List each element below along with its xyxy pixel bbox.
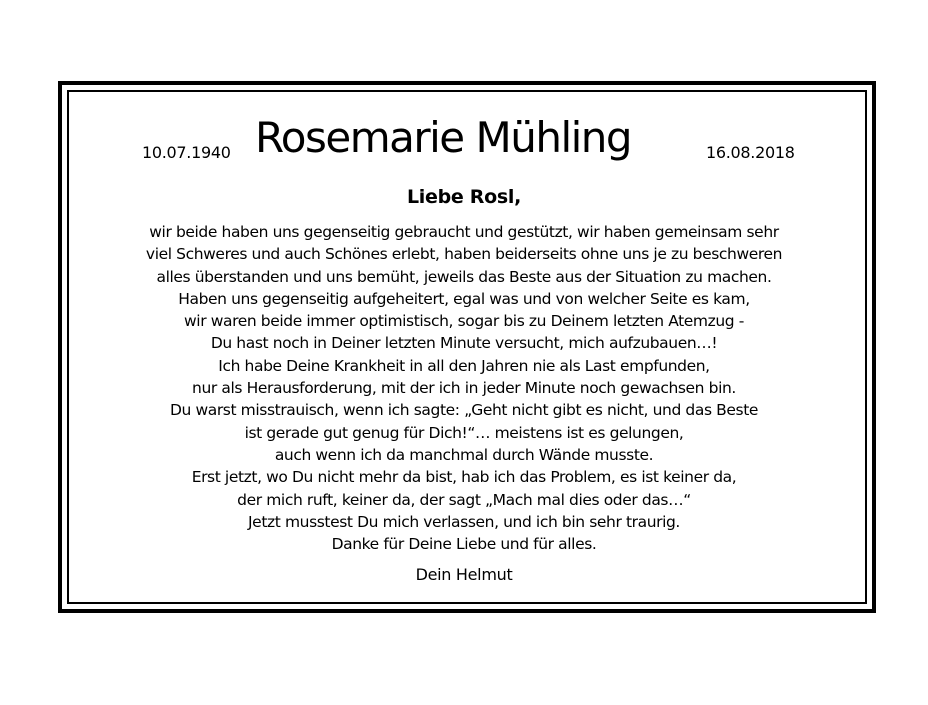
salutation: Liebe Rosl, <box>406 186 522 208</box>
text-line: viel Schweres und auch Schönes erlebt, haben beiderseits ohne uns je zu beschweren <box>145 245 783 264</box>
text-line: wir beide haben uns gegenseitig gebraucht und gestützt, wir haben gemeinsam sehr <box>149 223 779 241</box>
text-line: alles überstanden und uns bemüht, jeweils das Beste aus der Situation zu machen. <box>156 267 772 286</box>
text-line: Erst jetzt, wo Du nicht mehr da bist, hab ich das Problem, es ist keiner da, <box>191 468 737 487</box>
text-line: Du hast noch in Deiner letzten Minute versucht, mich aufzubauen…! <box>210 334 718 353</box>
text-line: Du warst misstrauisch, wenn ich sagte: „Geht nicht gibt es nicht, und das Beste <box>169 401 759 420</box>
text-line: nur als Herausforderung, mit der ich in jeder Minute noch gewachsen bin. <box>192 379 736 398</box>
text-line: ist gerade gut genug für Dich!“… meistens ist es gelungen, <box>244 423 684 442</box>
text-line: Danke für Deine Liebe und für alles. <box>331 535 597 554</box>
text-line: Ich habe Deine Krankheit in all den Jahren nie als Last empfunden, <box>218 356 710 375</box>
text-line: auch wenn ich da manchmal durch Wände musste. <box>274 445 654 464</box>
obituary-text <box>0 221 928 555</box>
death-date: 16.08.2018 <box>706 143 795 162</box>
signature: Dein Helmut <box>415 565 513 584</box>
text-line: Jetzt musstest Du mich verlassen, und ich bin sehr traurig. <box>248 512 680 531</box>
deceased-name: Rosemarie Mühling <box>255 113 632 162</box>
text-line: der mich ruft, keiner da, der sagt „Mach mal dies oder das…“ <box>237 490 691 509</box>
text-line: wir waren beide immer optimistisch, sogar bis zu Deinem letzten Atemzug - <box>184 312 744 331</box>
text-line: Haben uns gegenseitig aufgeheitert, egal was und von welcher Seite es kam, <box>178 289 750 308</box>
birth-date: 10.07.1940 <box>142 143 231 162</box>
